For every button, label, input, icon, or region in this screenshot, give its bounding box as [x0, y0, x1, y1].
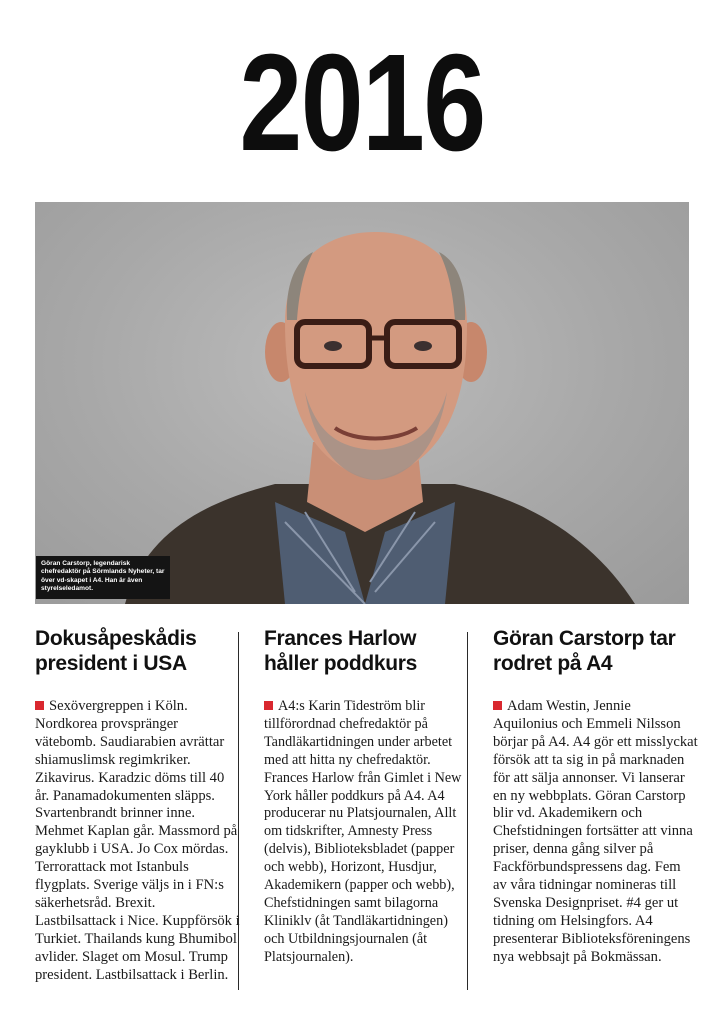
- column-body-text: Adam Westin, Jennie Aquilonius och Emmeli Nilsson börjar på A4. A4 gör ett misslyckat försök att ta sig in på marknaden för att sälja annonser. Vi lanserar en ny webbplats. Göran Carstorp blir vd. Akademikern och Chefstidningen fortsätter att vinna priser, denna gång silver på Fackförbundspressens dag. Fem av våra tidningar nomineras till Svenska Designpriset. #4 ger ut tidning om Helsingfors. A4 presenterar Biblioteksföreningens nya webbsajt på Bokmässan.: [493, 698, 698, 965]
- column-headline: Göran Carstorp tar rodret på A4: [493, 627, 676, 675]
- column-body-text: Sexövergreppen i Köln. Nordkorea provspränger vätebomb. Saudiarabien avrättar shiamuslimsk regimkriker. Zikavirus. Karadzic döms till 40 år. Panamadokumenten släpps. Svartenbrandt brinner inne. Mehmet Kaplan går. Massmord på gayklubb i USA. Jo Cox mördas. Terrorattack mot Istanbuls flygplats. Sverige väljs in i FN:s säkerhetsråd. Brexit. Lastbilsattack i Nice. Kuppförsök i Turkiet. Thailands kung Bhumibol avlider. Slaget om Mosul. Trump president. Lastbilsattack i Berlin.: [35, 698, 240, 983]
- year-heading: 2016: [239, 26, 485, 180]
- column-world-news: [35, 626, 240, 985]
- bullet-square-icon: [264, 701, 273, 710]
- bullet-square-icon: [493, 701, 502, 710]
- column-body: [264, 698, 469, 967]
- photo-caption: Göran Carstorp, legendarisk chefredaktör på Sörmlands Nyheter, tar över vd-skapet i A4. Han är även styrelseledamot.: [36, 556, 170, 599]
- portrait-photo: [35, 202, 689, 604]
- column-body: [493, 698, 698, 967]
- column-headline: Frances Harlow håller poddkurs: [264, 627, 418, 675]
- column-new-ceo: [493, 626, 698, 967]
- column-podcast-course: [264, 626, 469, 967]
- column-body: [35, 698, 240, 985]
- bullet-square-icon: [35, 701, 44, 710]
- column-headline: Dokusåpeskådis president i USA: [35, 627, 197, 675]
- column-body-text: A4:s Karin Tideström blir tillförordnad chefredaktör på Tandläkartidningen under arbetet med att hitta ny chefredaktör. Frances Harlow från Gimlet i New York håller poddkurs på A4. A4 producerar nu Platsjournalen, Allt om tidskrifter, Amnesty Press (delvis), Biblioteksbladet (papper och webb), Horizont, Husdjur, Akademikern (papper och webb), Chefstidningen samt bilagorna Kliniklv (åt Tandläkartidningen) och Utbildningsjournalen (åt Platsjournalen).: [264, 698, 462, 965]
